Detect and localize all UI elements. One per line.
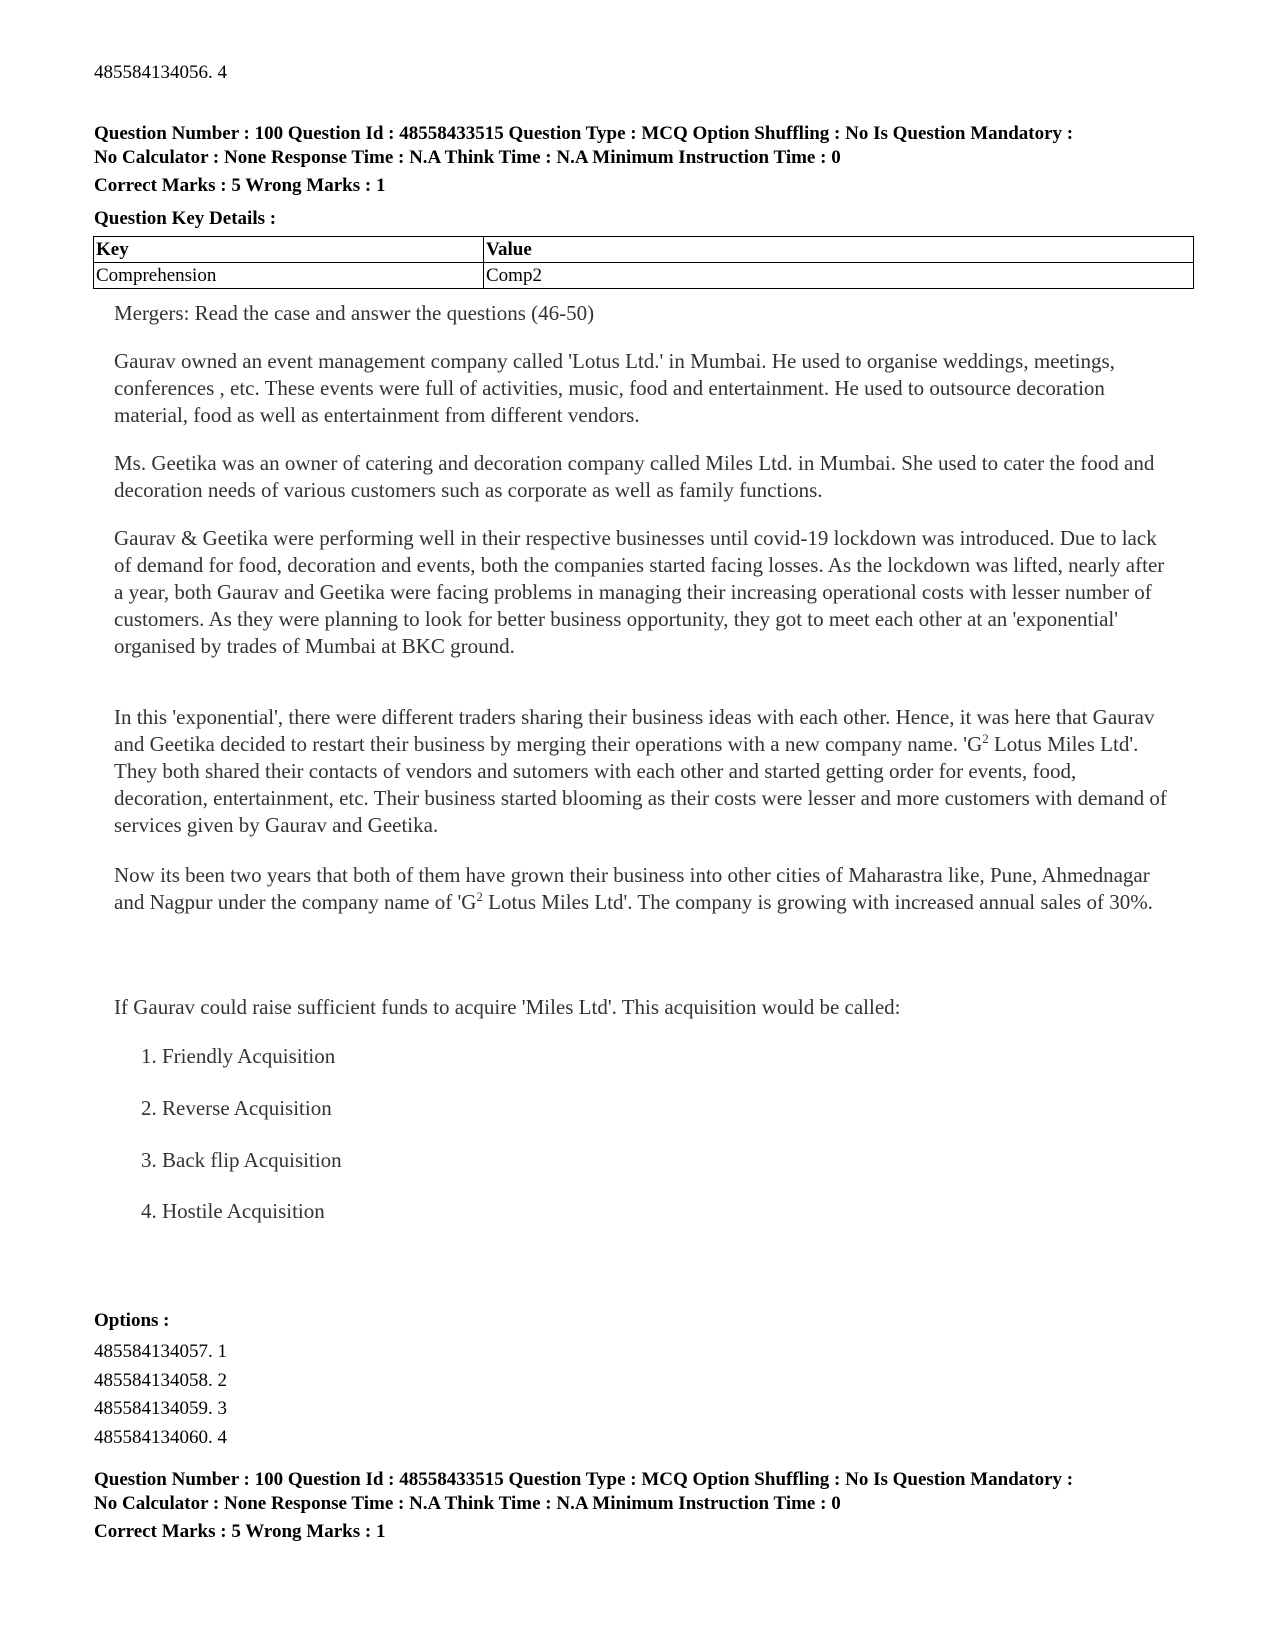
- passage-paragraph-5: [114, 862, 1174, 916]
- question-text: If Gaurav could raise sufficient funds to acquire 'Miles Ltd'. This acquisition would be called:: [114, 995, 901, 1019]
- header-option-id: 485584134056. 4: [94, 62, 227, 83]
- meta-line-2: No Calculator : None Response Time : N.A Think Time : N.A Minimum Instruction Time : 0: [94, 1493, 841, 1514]
- option-id: 485584134059. 3: [94, 1398, 227, 1419]
- option-id: 485584134058. 2: [94, 1369, 227, 1391]
- superscript: 2: [982, 731, 989, 746]
- marks-line: Correct Marks : 5 Wrong Marks : 1: [94, 1521, 386, 1542]
- passage-p4-end: Lotus Miles Ltd'. They both shared their contacts of vendors and sutomers with each other and started getting order for events, food, decoration, entertainment, etc. Their business started blooming as their costs were lesser and more customers with demand of services given by Gaurav and Geetika.: [114, 732, 1167, 837]
- passage-p4-start: In this 'exponential', there were different traders sharing their business ideas with each other. Hence, it was here that Gaurav and Geetika decided to restart their business by merging their operations with a new company name. 'G: [114, 705, 1155, 756]
- passage-title: Mergers: Read the case and answer the questions (46-50): [114, 301, 595, 325]
- table-row: [94, 263, 1194, 289]
- choice-item: 3. Back flip Acquisition: [141, 1148, 342, 1172]
- choice-item: 2. Reverse Acquisition: [141, 1096, 332, 1120]
- choice-item: 4. Hostile Acquisition: [141, 1199, 325, 1223]
- passage-p5-end: Lotus Miles Ltd'. The company is growing with increased annual sales of 30%.: [482, 890, 1153, 914]
- passage-paragraph-1: Gaurav owned an event management company called 'Lotus Ltd.' in Mumbai. He used to organise weddings, meetings, conferences , etc. These events were full of activities, music, food and entertainment. He used to outsource decoration material, food as well as entertainment from different vendors.: [114, 349, 1115, 427]
- meta-line-2: No Calculator : None Response Time : N.A Think Time : N.A Minimum Instruction Time : 0: [94, 147, 841, 168]
- table-cell-key: Comprehension: [94, 263, 484, 289]
- passage-paragraph-4: [114, 704, 1174, 839]
- key-details-label: Question Key Details :: [94, 208, 277, 229]
- question-meta-top: [94, 122, 1194, 198]
- passage-p5-start: Now its been two years that both of them have grown their business into other cities of Maharastra like, Pune, Ahmednagar and Nagpur under the company name of 'G: [114, 863, 1150, 914]
- passage-scan: [94, 300, 1184, 1300]
- passage-paragraph-2: Ms. Geetika was an owner of catering and decoration company called Miles Ltd. in Mumbai. She used to cater the food and decoration needs of various customers such as corporate as well as family functions.: [114, 451, 1155, 502]
- table-header-value: Value: [484, 237, 1194, 263]
- choice-item: 1. Friendly Acquisition: [141, 1044, 336, 1068]
- table-header-row: [94, 237, 1194, 263]
- options-label: Options :: [94, 1310, 170, 1331]
- meta-line-1: Question Number : 100 Question Id : 48558433515 Question Type : MCQ Option Shuffling : No Is Question Mandatory :: [94, 123, 1074, 144]
- marks-line: Correct Marks : 5 Wrong Marks : 1: [94, 175, 386, 196]
- table-header-key: Key: [94, 237, 484, 263]
- passage-paragraph-3: Gaurav & Geetika were performing well in their respective businesses until covid-19 lockdown was introduced. Due to lack of demand for food, decoration and events, both the companies started facing losses. As the lockdown was lifted, nearly after a year, both Gaurav and Geetika were facing problems in managing their increasing operational costs with lesser number of customers. As they were planning to look for better business opportunity, they got to meet each other at an 'exponential' organised by trades of Mumbai at BKC ground.: [114, 526, 1165, 658]
- meta-line-1: Question Number : 100 Question Id : 48558433515 Question Type : MCQ Option Shuffling : No Is Question Mandatory :: [94, 1469, 1074, 1490]
- question-meta-bottom: [94, 1468, 1194, 1544]
- option-id: 485584134060. 4: [94, 1426, 227, 1448]
- superscript: 2: [476, 889, 483, 904]
- option-id: 485584134057. 1: [94, 1341, 227, 1362]
- table-cell-value: Comp2: [484, 263, 1194, 289]
- key-details-table: [93, 236, 1194, 289]
- option-id-list: [94, 1338, 227, 1452]
